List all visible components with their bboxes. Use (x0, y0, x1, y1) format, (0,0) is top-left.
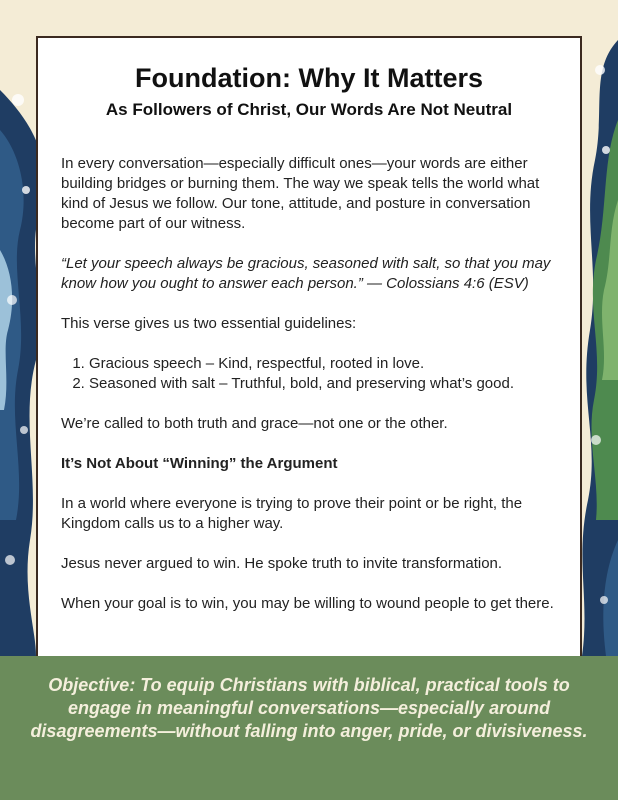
objective-banner (0, 656, 618, 800)
guidelines-list (61, 354, 562, 394)
list-item: 2. Seasoned with salt – Truthful, bold, and preserving what’s good. (89, 374, 562, 394)
paragraph: In a world where everyone is trying to prove their point or be right, the Kingdom calls us to a higher way. (61, 495, 523, 532)
page-title: Foundation: Why It Matters (135, 63, 483, 93)
truth-grace-paragraph: We’re called to both truth and grace—not one or the other. (61, 415, 448, 432)
intro-paragraph: In every conversation—especially difficult ones—your words are either building bridges or burning them. The way we speak tells the world what kind of Jesus we follow. Our tone, attitude, and posture in conversation become part of our witness. (61, 155, 540, 232)
paragraph: Jesus never argued to win. He spoke truth to invite transformation. (61, 555, 503, 572)
objective-text: Objective: To equip Christians with biblical, practical tools to engage in meaningful conversations—especially around disagreements—without falling into anger, pride, or divisiveness. (30, 675, 588, 741)
scripture-quote: “Let your speech always be gracious, seasoned with salt, so that you may know how you ought to answer each person.” — Colossians 4:6 (ESV) (61, 255, 551, 292)
page-subtitle: As Followers of Christ, Our Words Are Not Neutral (105, 99, 513, 119)
paragraph: When your goal is to win, you may be willing to wound people to get there. (61, 595, 554, 612)
guidelines-intro: This verse gives us two essential guidelines: (61, 315, 357, 332)
list-item: 1. Gracious speech – Kind, respectful, rooted in love. (89, 354, 562, 374)
body-text (61, 154, 562, 634)
content-card (36, 36, 582, 676)
section-heading: It’s Not About “Winning” the Argument (61, 455, 338, 472)
